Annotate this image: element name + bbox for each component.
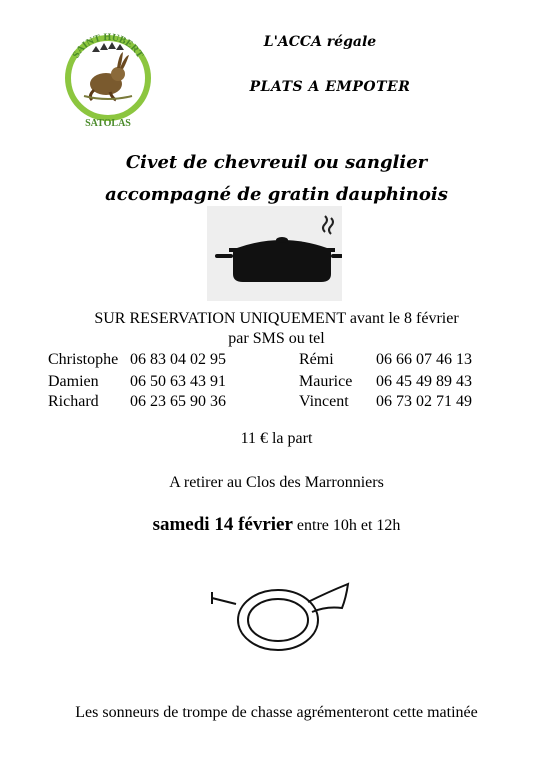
pickup-location: A retirer au Clos des Marronniers [169, 474, 384, 491]
contact-phone: 06 50 63 43 91 [130, 373, 226, 390]
contact-name: Maurice [299, 373, 353, 390]
contact-name: Vincent [299, 393, 349, 410]
dish-line-1: Civet de chevreuil ou sanglier [125, 152, 428, 173]
reservation-line [0, 310, 553, 328]
saint-hubert-logo [62, 22, 154, 132]
contact-name: Rémi [299, 351, 334, 368]
contact-name: Christophe [48, 351, 119, 368]
pickup-day: samedi 14 février [152, 514, 293, 535]
pickup-date [0, 514, 553, 536]
dish-line-2: accompagné de gratin dauphinois [105, 184, 448, 205]
contact-phone: 06 66 07 46 13 [376, 351, 472, 368]
pickup-hours: entre 10h et 12h [292, 517, 401, 534]
reservation-deadline: avant le 8 février [345, 310, 459, 327]
contact-name: Richard [48, 393, 99, 410]
contact-phone: 06 73 02 71 49 [376, 393, 472, 410]
cooking-pot-icon [207, 206, 342, 301]
contact-phone: 06 83 04 02 95 [130, 351, 226, 368]
contact-phone: 06 23 65 90 36 [130, 393, 226, 410]
header-title: L'ACCA régale [263, 34, 377, 50]
price: 11 € la part [240, 430, 313, 447]
contact-name: Damien [48, 373, 99, 390]
reservation-emphasis: SUR RESERVATION UNIQUEMENT [94, 310, 346, 327]
logo-text-top: SAINT HUBERT [70, 31, 146, 61]
header-subtitle: PLATS A EMPOTER [249, 79, 411, 95]
logo-text-bottom: SATOLAS [85, 118, 131, 129]
contact-phone: 06 45 49 89 43 [376, 373, 472, 390]
hunting-horn-icon [208, 578, 354, 656]
footer-note: Les sonneurs de trompe de chasse agrémenteront cette matinée [75, 704, 478, 721]
reservation-method: par SMS ou tel [228, 330, 325, 347]
